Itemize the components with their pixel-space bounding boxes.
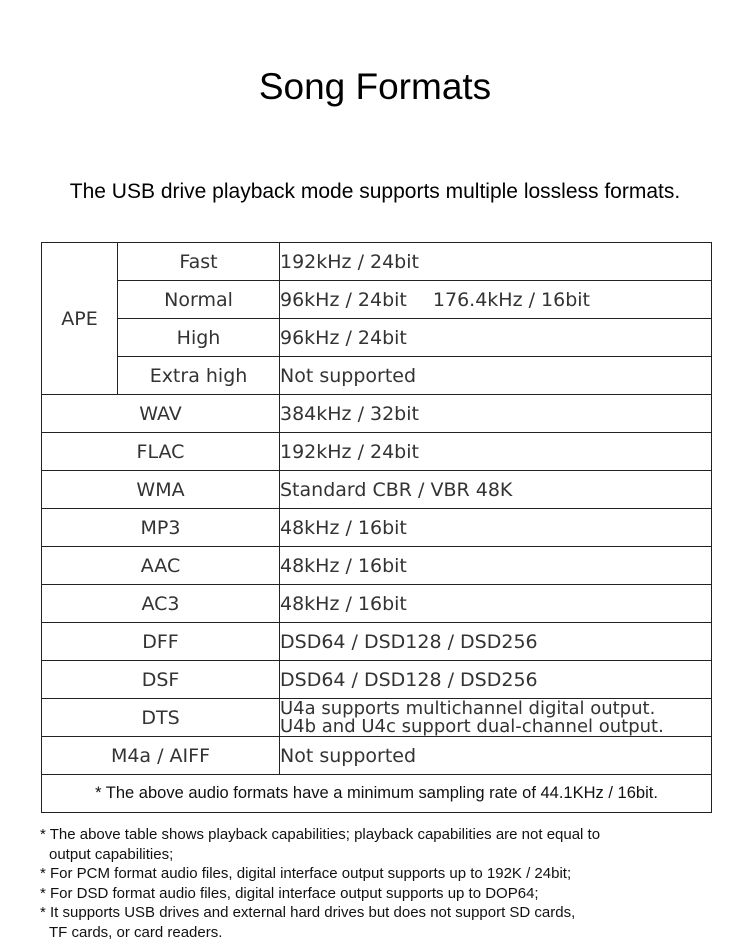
table-row	[42, 585, 712, 623]
footnote-line: * The above table shows playback capabilities; playback capabilities are not equal to	[40, 826, 601, 843]
footnote-line: * It supports USB drives and external hard drives but does not support SD cards,	[40, 904, 576, 921]
value-cell: Not supported	[280, 737, 712, 775]
ape-mode-cell: Extra high	[118, 357, 280, 395]
value-cell: 192kHz / 24bit	[280, 433, 712, 471]
table-row	[42, 471, 712, 509]
table-row	[42, 547, 712, 585]
format-cell: FLAC	[42, 433, 280, 471]
footnotes	[40, 825, 730, 942]
table-row	[42, 395, 712, 433]
format-cell: DTS	[42, 699, 280, 737]
ape-mode-cell: Fast	[118, 243, 280, 281]
value-cell: 48kHz / 16bit	[280, 547, 712, 585]
value-cell: 384kHz / 32bit	[280, 395, 712, 433]
page-subtitle: The USB drive playback mode supports multiple lossless formats.	[69, 180, 681, 203]
value-cell: Not supported	[280, 357, 712, 395]
format-table	[41, 242, 712, 813]
table-row	[42, 623, 712, 661]
value-primary: 96kHz / 24bit	[280, 288, 407, 311]
table-note: * The above audio formats have a minimum sampling rate of 44.1KHz / 16bit.	[42, 775, 712, 813]
table-row	[42, 281, 712, 319]
table-note-row	[42, 775, 712, 813]
format-cell: WAV	[42, 395, 280, 433]
table-row	[42, 509, 712, 547]
format-cell: AAC	[42, 547, 280, 585]
value-cell: 48kHz / 16bit	[280, 509, 712, 547]
table-row	[42, 699, 712, 737]
table-row	[42, 661, 712, 699]
footnote-line: * For DSD format audio files, digital interface output supports up to DOP64;	[40, 884, 539, 902]
value-cell: 48kHz / 16bit	[280, 585, 712, 623]
value-secondary: 176.4kHz / 16bit	[432, 288, 590, 311]
footnote-line: TF cards, or card readers.	[49, 923, 223, 941]
format-cell: AC3	[42, 585, 280, 623]
table-row	[42, 243, 712, 281]
table-row	[42, 357, 712, 395]
format-cell: DFF	[42, 623, 280, 661]
format-ape-label: APE	[42, 243, 118, 395]
format-cell: WMA	[42, 471, 280, 509]
value-cell	[280, 281, 712, 319]
format-cell: MP3	[42, 509, 280, 547]
value-cell: Standard CBR / VBR 48K	[280, 471, 712, 509]
value-cell: 192kHz / 24bit	[280, 243, 712, 281]
value-cell: DSD64 / DSD128 / DSD256	[280, 661, 712, 699]
ape-mode-cell: Normal	[118, 281, 280, 319]
value-cell: DSD64 / DSD128 / DSD256	[280, 623, 712, 661]
table-row	[42, 737, 712, 775]
format-cell: DSF	[42, 661, 280, 699]
value-cell	[280, 699, 712, 737]
footnote-line: output capabilities;	[49, 845, 174, 863]
value-line: U4a supports multichannel digital output.	[280, 697, 656, 719]
page-title: Song Formats	[258, 66, 492, 107]
value-line: U4b and U4c support dual-channel output.	[280, 715, 664, 737]
format-cell: M4a / AIFF	[42, 737, 280, 775]
ape-mode-cell: High	[118, 319, 280, 357]
table-row	[42, 433, 712, 471]
footnote-line: * For PCM format audio files, digital interface output supports up to 192K / 24bit;	[40, 865, 572, 882]
value-cell: 96kHz / 24bit	[280, 319, 712, 357]
table-row	[42, 319, 712, 357]
